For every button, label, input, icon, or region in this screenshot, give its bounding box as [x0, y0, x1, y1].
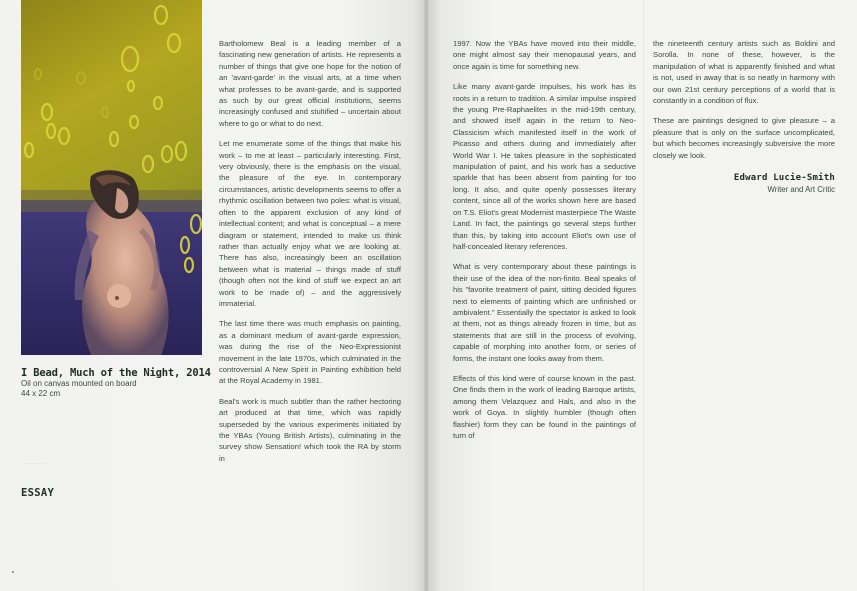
essay-column-3: [653, 38, 835, 195]
essay-paragraph: Bartholomew Beal is a leading member of a fascinating new generation of artists. He represents a number of things that give one hope for the notion of an 'avant-garde' in the visual arts, at a time when what professes to be avant-garde, and is supported as such by our great official institutions, seems increasingly confused and stultified – uncertain about where to go or what to do next.: [219, 39, 401, 128]
essay-column-2: [453, 38, 636, 450]
essay-paragraph: Like many avant-garde impulses, his work has its roots in a return to tradition. A similar impulse inspired the young Pre-Raphaelites in the mid-19th century, and showed itself again in the return to Neo-Classicism which manifested itself in the work of Picasso and others during and immediately after World War I. He takes pleasure in the sophisticated manipulation of paint, and his work has a seductive sparkle that has been absent from painting for too long. It also, and quite openly possesses literary content, since all of the works shown here are based on T.S. Eliot's great Modernist masterpiece The Waste Land. In fact, the paintings go several steps further than this, by taking into account Eliot's own use of half-concealed literary references.: [453, 82, 636, 251]
artwork-dimensions: 44 x 22 cm: [21, 389, 61, 398]
page-crease: [643, 0, 644, 591]
essay-paragraph: These are paintings designed to give pleasure – a pleasure that is only on the surface uncomplicated, but which becomes increasingly subversive the more closely we look.: [653, 116, 835, 160]
artwork-caption: [21, 367, 221, 399]
author-role: Writer and Art Critic: [767, 185, 835, 195]
essay-paragraph: Let me enumerate some of the things that make his work – to me at least – particularly interesting. First, very obviously, there is the emphasis on the visual, the pleasure of the eye. In contemporary circumstances, artistic developments seems to offer a rhythmic oscillation between two poles: what is visual, often to the apparent exclusion of any kind of intellectual content; and what is conceptual – a mere diagram or statement, intended to make us think rather than actually enjoy what we are looking at. There has also, increasingly been an oscillation between what is material – things made of stuff (though often not the kind of stuff we expect an art work to be made of) – and the aggressively immaterial.: [219, 139, 401, 308]
essay-column-1: [219, 38, 401, 473]
artwork-medium: Oil on canvas mounted on board: [21, 379, 137, 388]
essay-paragraph: 1997. Now the YBAs have moved into their middle, one might almost say their menopausal years, and once again is time for something new.: [453, 39, 636, 71]
artwork-image: [21, 0, 202, 355]
author-name: Edward Lucie-Smith: [733, 173, 835, 184]
left-page: [0, 0, 426, 591]
section-label: ESSAY: [21, 487, 55, 499]
page-speck: [12, 571, 14, 573]
artwork-title: I Bead, Much of the Night, 2014: [21, 367, 211, 379]
essay-paragraph: Effects of this kind were of course known in the past. One finds them in the work of leading Baroque artists, among them Velazquez and Hals, and also in the work of Goya. In slightly humbler (though often flashier) form they can be found in the paintings of turn of: [453, 373, 636, 440]
essay-paragraph: What is very contemporary about these paintings is their use of the idea of the non-finito. Beal speaks of his "favorite treatment of paint, sitting decided figures next to elements of painting which are unfinished or ambivalent." Essentially the spectator is asked to look at them, not as things already frozen in time, but as statements that are still in the process of evolving, capable of morphing into another form, or series of forms, the instant one looks away from them.: [453, 262, 636, 363]
faded-print-through: ────: [22, 459, 48, 470]
essay-paragraph: The last time there was much emphasis on painting, as a dominant medium of avant-garde expression, was during the rise of the Neo-Expressionist movement in the late 1970s, which culminated in the controversial A New Spirit in Painting exhibition held at the Royal Academy in 1981.: [219, 319, 401, 386]
essay-paragraph: Beal's work is much subtler than the rather hectoring art produced at that time, which was rapidly superseded by the various experiments initiated by the YBAs (Young British Artists), culminating in the survey show Sensation! which took the RA by storm in: [219, 396, 401, 463]
essay-paragraph: the nineteenth century artists such as Boldini and Sorolla. In none of these, however, is the manipulation of what is apparently finished and what is not, used in away that is so neatly in harmony with our own 21st century perceptions of a world that is constantly in a condition of flux.: [653, 39, 835, 106]
